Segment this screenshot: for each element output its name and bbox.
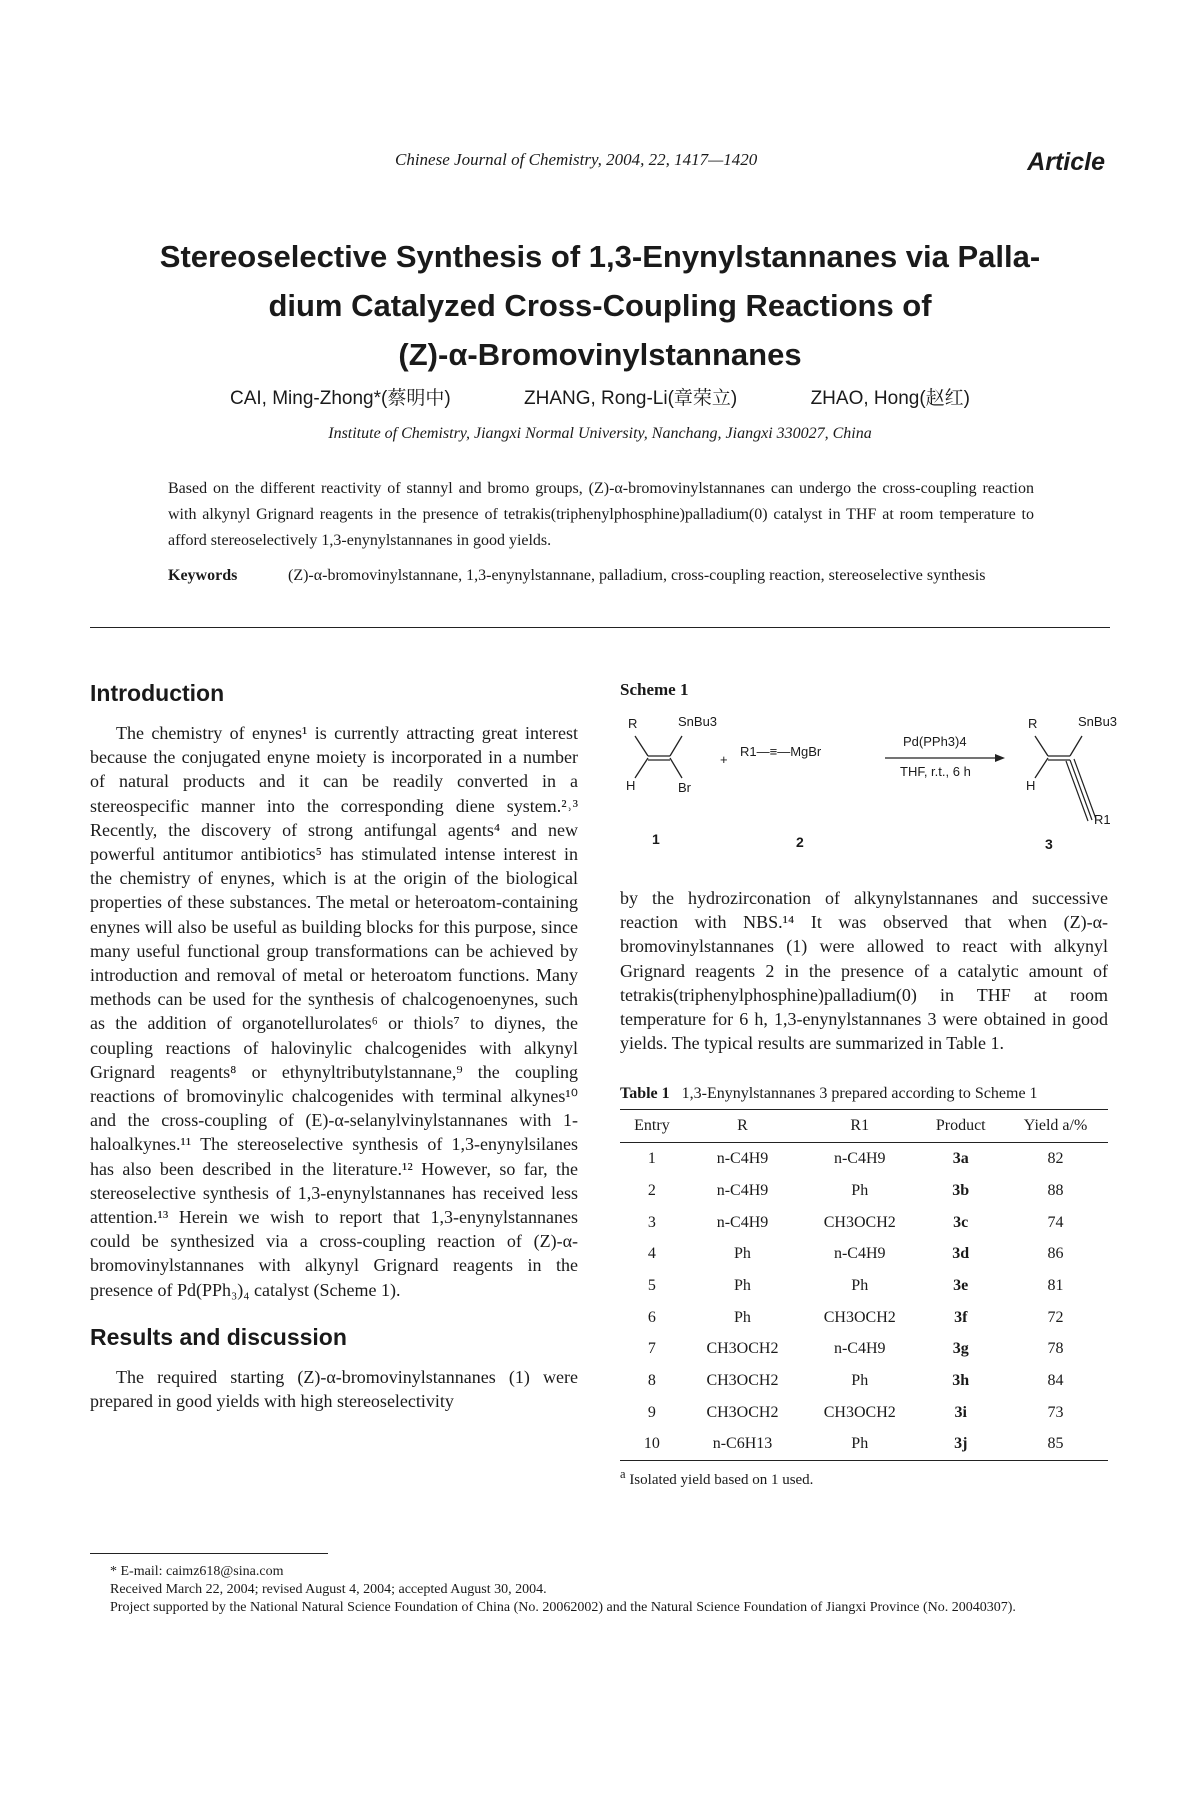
affiliation: Institute of Chemistry, Jiangxi Normal University, Nanchang, Jiangxi 330027, China xyxy=(328,425,872,442)
r1-cell: Ph xyxy=(851,1181,869,1199)
compound-number-1: 1 xyxy=(652,831,660,847)
entry-cell: 3 xyxy=(647,1213,656,1231)
entry-cell: 8 xyxy=(647,1372,656,1390)
yield-cell: 72 xyxy=(1047,1308,1064,1326)
r1-cell: Ph xyxy=(851,1372,869,1390)
entry-cell: 7 xyxy=(647,1340,656,1358)
column-header: Product xyxy=(918,1110,1003,1143)
entry-cell: 9 xyxy=(647,1403,656,1421)
results-paragraph: The required starting (Z)-α-bromovinylstannanes (1) were prepared in good yields with high stereoselectivity xyxy=(90,1366,578,1412)
product-r1-label: R1 xyxy=(1094,812,1111,827)
keywords-label: Keywords xyxy=(168,567,238,584)
footnote-divider xyxy=(90,1553,328,1554)
product-cell: 3d xyxy=(952,1245,970,1263)
author-name: ZHAO, Hong(赵红) xyxy=(810,388,970,409)
table-row xyxy=(620,1270,1108,1302)
yields-table xyxy=(620,1109,1108,1461)
footnotes xyxy=(110,1563,1100,1617)
yield-cell: 86 xyxy=(1047,1245,1064,1263)
reaction-scheme xyxy=(620,708,1118,868)
yield-cell: 88 xyxy=(1047,1181,1064,1199)
r1-cell: Ph xyxy=(851,1277,869,1295)
compound-number-2: 2 xyxy=(796,834,804,850)
column-header: Entry xyxy=(620,1110,684,1143)
table-caption xyxy=(620,1085,1108,1103)
yield-cell: 81 xyxy=(1047,1277,1064,1295)
product-cell: 3g xyxy=(952,1340,969,1358)
r-cell: n-C4H9 xyxy=(716,1181,769,1199)
compound-number-3: 3 xyxy=(1045,836,1053,852)
column-header: R xyxy=(684,1110,801,1143)
header-divider xyxy=(90,627,1110,628)
table-footnote-text: Isolated yield based on 1 used. xyxy=(629,1472,814,1489)
scheme-r-label: R xyxy=(628,716,638,731)
table-header-row xyxy=(620,1110,1108,1143)
keywords-block xyxy=(168,563,1034,589)
author-name: ZHANG, Rong-Li(章荣立) xyxy=(524,388,738,409)
product-cell: 3h xyxy=(952,1372,970,1390)
r-cell: Ph xyxy=(734,1245,751,1263)
r1-cell: n-C4H9 xyxy=(833,1340,886,1358)
journal-citation: Chinese Journal of Chemistry, 2004, 22, 1417—1420 xyxy=(395,150,758,169)
yield-cell: 84 xyxy=(1047,1372,1064,1390)
product-cell: 3b xyxy=(952,1181,970,1199)
entry-cell: 1 xyxy=(647,1150,656,1168)
yield-cell: 74 xyxy=(1047,1213,1064,1231)
product-cell: 3f xyxy=(954,1308,968,1326)
entry-cell: 6 xyxy=(647,1308,656,1326)
r-cell: CH3OCH2 xyxy=(706,1340,779,1358)
yield-cell: 73 xyxy=(1047,1403,1064,1421)
product-cell: 3e xyxy=(953,1277,969,1295)
r-cell: n-C6H13 xyxy=(684,1429,801,1461)
r1-cell: n-C4H9 xyxy=(833,1150,886,1168)
table-footnote-mark: a xyxy=(620,1467,626,1482)
table-row xyxy=(620,1334,1108,1366)
keywords-text: (Z)-α-bromovinylstannane, 1,3-enynylstannane, palladium, cross-coupling reaction, stereoselective synthesis xyxy=(288,567,986,584)
yield-cell: 78 xyxy=(1047,1340,1064,1358)
column-header: Yield a/% xyxy=(1003,1110,1108,1143)
table-row xyxy=(620,1175,1108,1207)
conditions-label: THF, r.t., 6 h xyxy=(900,764,971,779)
product-r-label: R xyxy=(1028,716,1038,731)
entry-cell: 2 xyxy=(647,1181,656,1199)
r-cell: n-C4H9 xyxy=(716,1150,769,1168)
r1-cell: CH3OCH2 xyxy=(823,1308,896,1326)
scheme-br-label: Br xyxy=(678,780,691,795)
r1-cell: CH3OCH2 xyxy=(823,1403,896,1421)
catalyst-label: Pd(PPh3)4 xyxy=(903,734,967,749)
scheme-title: Scheme 1 xyxy=(620,680,689,699)
r1-cell: n-C4H9 xyxy=(833,1245,886,1263)
article-title: Stereoselective Synthesis of 1,3-Enynylstannanes via Palla- dium Catalyzed Cross-Coupling Reactions of (Z)-α-Bromovinylstannanes xyxy=(159,239,1041,372)
table-row xyxy=(620,1207,1108,1239)
abstract: Based on the different reactivity of stannyl and bromo groups, (Z)-α-bromovinylstannanes can undergo the cross-coupling reaction with alkynyl Grignard reagents in the presence of tetrakis(triphenylphosphine)palladium(0) catalyst in THF at room temperature to afford stereoselectively 1,3-enynylstannanes in good yields. xyxy=(168,480,1034,549)
entry-cell: 10 xyxy=(620,1429,684,1461)
product-cell: 3j xyxy=(918,1429,1003,1461)
table-footnote xyxy=(620,1467,1108,1489)
section-heading-results: Results and discussion xyxy=(90,1323,347,1350)
author-name: CAI, Ming-Zhong*(蔡明中) xyxy=(230,388,451,409)
table-row xyxy=(620,1397,1108,1429)
introduction-paragraph: The chemistry of enynes¹ is currently attracting great interest because the conjugated enyne moiety is incorporated in a number of natural products and it can be readily converted in a stereospecific manner into the corresponding diene system.²˒³ Recently, the discovery of strong antifungal agents⁴ and new powerful antitumor antibiotics⁵ has stimulated intense interest in the chemistry of enynes, which is at the origin of the biological properties of these substances. The metal or heteroatom-containing enynes will also be useful as building blocks for this purpose, since many useful functional group transformations can be achieved by introduction and removal of metal or heteroatom functions. Many methods can be used for the synthesis of chalcogenoenynes, such as the addition of organotellurolates⁶ or thiols⁷ to diynes, the coupling reactions of halovinylic chalcogenides with alkynyl Grignard reagents⁸ or ethynyltributylstannane,⁹ the coupling reactions of bromovinylic chalcogenides with terminal alkynes¹⁰ and the cross-coupling of (E)-α-selanylvinylstannanes with 1-haloalkynes.¹¹ The stereoselective synthesis of 1,3-enynylsilanes has also been described in the literature.¹² However, so far, the stereoselective synthesis of 1,3-enynylstannanes has received less attention.¹³ Herein we wish to report that 1,3-enynylstannanes could be synthesized via a cross-coupling reaction of (Z)-α-bromovinylstannanes with alkynyl Grignard reagents in the presence of Pd(PPh₃)₄ catalyst (Scheme 1). xyxy=(90,723,578,1300)
product-h-label: H xyxy=(1026,778,1036,793)
r-cell: Ph xyxy=(734,1308,751,1326)
scheme-h-label: H xyxy=(626,778,636,793)
product-snbu3-label: SnBu3 xyxy=(1078,714,1118,729)
column-header: R1 xyxy=(801,1110,918,1143)
yield-cell: 85 xyxy=(1003,1429,1108,1461)
left-column xyxy=(90,680,578,1413)
footnote-funding: Project supported by the National Natural Science Foundation of China (No. 20062002) and the Natural Science Foundation of Jiangxi Province (No. 20040307). xyxy=(110,1600,1016,1615)
r-cell: CH3OCH2 xyxy=(706,1372,779,1390)
r1-cell: CH3OCH2 xyxy=(823,1213,896,1231)
table-row xyxy=(620,1429,1108,1461)
article-type-label: Article xyxy=(1027,148,1105,176)
author-list xyxy=(230,383,970,410)
footnote-email: * E-mail: caimz618@sina.com xyxy=(110,1564,284,1579)
table-row xyxy=(620,1238,1108,1270)
yield-cell: 82 xyxy=(1047,1150,1064,1168)
table-row xyxy=(620,1302,1108,1334)
table-title: 1,3-Enynylstannanes 3 prepared according to Scheme 1 xyxy=(681,1085,1038,1103)
product-cell: 3i xyxy=(954,1403,967,1421)
table-row xyxy=(620,1365,1108,1397)
scheme-snbu3-label: SnBu3 xyxy=(678,714,718,729)
entry-cell: 4 xyxy=(647,1245,656,1263)
product-cell: 3a xyxy=(952,1150,969,1168)
section-heading-introduction: Introduction xyxy=(90,680,225,706)
product-cell: 3c xyxy=(953,1213,969,1231)
table-row xyxy=(620,1143,1108,1175)
right-column xyxy=(620,680,1118,1489)
scheme-plus: + xyxy=(720,752,728,767)
r-cell: CH3OCH2 xyxy=(706,1403,779,1421)
r1-cell: Ph xyxy=(801,1429,918,1461)
entry-cell: 5 xyxy=(647,1277,656,1295)
footnote-received: Received March 22, 2004; revised August 4, 2004; accepted August 30, 2004. xyxy=(110,1582,547,1597)
r-cell: Ph xyxy=(734,1277,751,1295)
results-continuation-paragraph: by the hydrozirconation of alkynylstannanes and successive reaction with NBS.¹⁴ It was observed that when (Z)-α-bromovinylstannanes (1) were allowed to react with alkynyl Grignard reagents 2 in the presence of a catalytic amount of tetrakis(triphenylphosphine)palladium(0) in THF at room temperature for 6 h, 1,3-enynylstannanes 3 were obtained in good yields. The typical results are summarized in Table 1. xyxy=(620,888,1108,1054)
grignard-reagent: R1—≡—MgBr xyxy=(740,744,822,759)
r-cell: n-C4H9 xyxy=(716,1213,769,1231)
table-label: Table 1 xyxy=(620,1085,670,1103)
